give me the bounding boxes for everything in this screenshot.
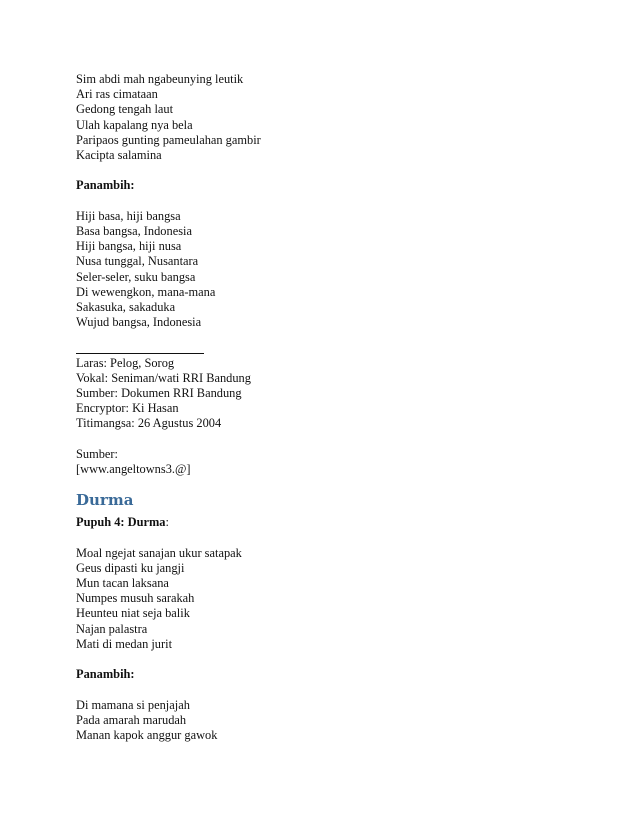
verse-line: Pada amarah marudah [76,712,187,727]
verse-line: Ari ras cimataan [76,87,158,102]
panambih-label: Panambih: [76,667,135,682]
panambih-2 [76,698,576,744]
metadata-block [76,356,576,432]
panambih-label: Panambih: [76,178,135,193]
verse-line: Hiji basa, hiji bangsa [76,208,181,223]
verse-line: Di mamana si penjajah [76,697,190,712]
document-page [76,72,576,743]
source-block [76,447,576,477]
verse-line: Moal ngejat sanajan ukur satapak [76,545,242,560]
pupuh-label: Pupuh 4: Durma [76,515,166,530]
source-label: Sumber: [76,446,118,461]
verse-line: Sakasuka, sakaduka [76,300,176,315]
divider-line [76,346,204,354]
verse-line: Mun tacan laksana [76,576,169,591]
verse-line: Mati di medan jurit [76,636,173,651]
verse-line: Numpes musuh sarakah [76,591,195,606]
verse-line: Wujud bangsa, Indonesia [76,315,202,330]
verse-line: Heunteu niat seja balik [76,606,190,621]
verse-line: Kacipta salamina [76,148,162,163]
verse-line: Sim abdi mah ngabeunying leutik [76,72,244,86]
pupuh-title [76,515,576,530]
meta-line: Sumber: Dokumen RRI Bandung [76,386,242,401]
verse-line: Manan kapok anggur gawok [76,728,218,743]
pupuh-colon: : [165,515,169,530]
stanza-2 [76,546,576,652]
meta-line: Vokal: Seniman/wati RRI Bandung [76,370,251,385]
section-heading: Durma [76,491,134,510]
verse-line: Gedong tengah laut [76,102,174,117]
source-link: [www.angeltowns3.@] [76,462,191,477]
meta-line: Encryptor: Ki Hasan [76,401,179,416]
verse-line: Basa bangsa, Indonesia [76,224,192,238]
verse-line: Di wewengkon, mana-mana [76,284,216,299]
verse-line: Geus dipasti ku jangji [76,560,185,575]
verse-line: Nusa tunggal, Nusantara [76,254,199,269]
verse-line: Hiji bangsa, hiji nusa [76,239,182,254]
meta-line: Laras: Pelog, Sorog [76,355,175,370]
stanza-1 [76,72,576,163]
meta-line: Titimangsa: 26 Agustus 2004 [76,416,222,431]
verse-line: Seler-seler, suku bangsa [76,269,196,284]
verse-line: Ulah kapalang nya bela [76,117,193,132]
verse-line: Paripaos gunting pameulahan gambir [76,132,261,147]
panambih-1 [76,209,576,331]
verse-line: Najan palastra [76,621,148,636]
